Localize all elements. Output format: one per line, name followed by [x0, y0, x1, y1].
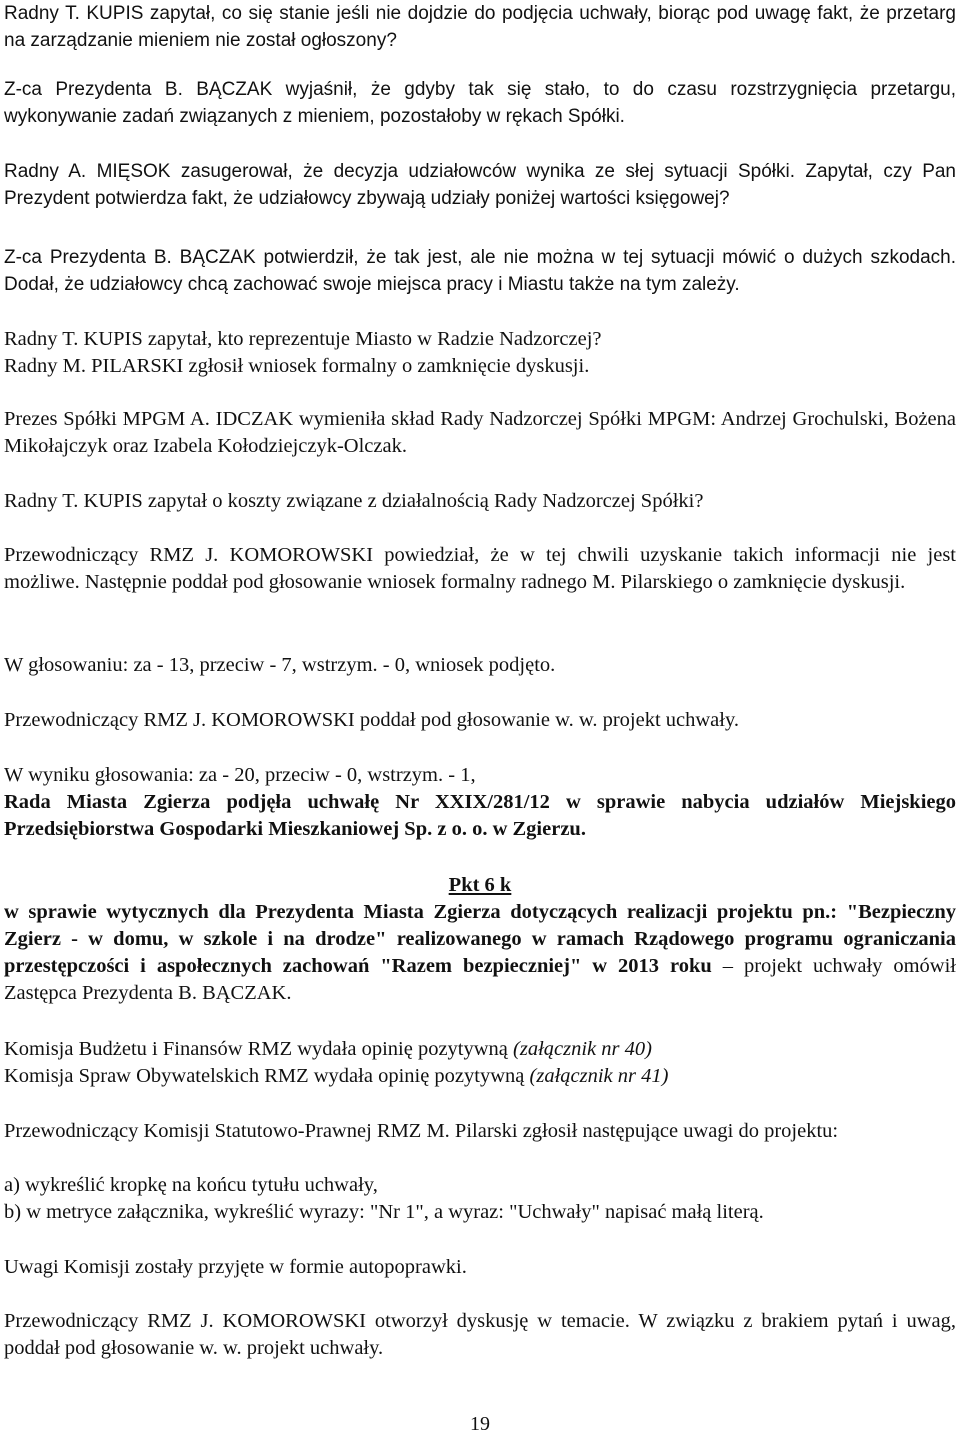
paragraph-miesok-question: Radny A. MIĘSOK zasugerował, że decyzja udziałowców wynika ze słej sytuacji Spółki. Zapytał, czy Pan Prezydent potwierdza fakt, że udziałowcy zbywają udziały poniżej wartości księgowej?	[4, 161, 956, 209]
budget-commission-attachment: (załącznik nr 40)	[513, 1038, 652, 1060]
paragraph-vote-result: W wyniku głosowania: za - 20, przeciw - 0, wstrzym. - 1,	[4, 764, 476, 786]
paragraph-vote-motion: W głosowaniu: za - 13, przeciw - 7, wstrzym. - 0, wniosek podjęto.	[4, 654, 556, 676]
list-item-remark-b: b) w metryce załącznika, wykreślić wyrazy: "Nr 1", a wyraz: "Uchwały" napisać małą literą.	[4, 1201, 764, 1223]
budget-commission-text: Komisja Budżetu i Finansów RMZ wydała opinię pozytywną	[4, 1038, 514, 1060]
paragraph-pkt-description	[4, 899, 956, 1007]
civic-commission-text: Komisja Spraw Obywatelskich RMZ wydała opinię pozytywną	[4, 1065, 530, 1087]
paragraph-remarks-accepted: Uwagi Komisji zostały przyjęte w formie autopoprawki.	[4, 1256, 467, 1278]
paragraph-civic-commission	[4, 1063, 956, 1090]
paragraph-idczak-board: Prezes Spółki MPGM A. IDCZAK wymieniła skład Rady Nadzorczej Spółki MPGM: Andrzej Grochulski, Bożena Mikołajczyk oraz Izabela Kołodziejczyk-Olczak.	[4, 408, 956, 457]
section-heading-pkt-6k: Pkt 6 k	[448, 874, 512, 896]
page-number: 19	[470, 1413, 490, 1435]
paragraph-pilarski-motion: Radny M. PILARSKI zgłosił wniosek formalny o zamknięcie dyskusji.	[4, 355, 590, 377]
paragraph-baczak-explanation: Z-ca Prezydenta B. BĄCZAK wyjaśnił, że gdyby tak się stało, to do czasu rozstrzygnięcia przetargu, wykonywanie zadań związanych z mieniem, pozostałoby w rękach Spółki.	[4, 79, 956, 127]
paragraph-kupis-costs: Radny T. KUPIS zapytał o koszty związane z działalnością Rady Nadzorczej Spółki?	[4, 490, 704, 512]
paragraph-komorowski-reply: Przewodniczący RMZ J. KOMOROWSKI powiedział, że w tej chwili uzyskanie takich informacji nie jest możliwe. Następnie poddał pod głosowanie wniosek formalny radnego M. Pilarskiego o zamknięcie dyskusji.	[4, 544, 956, 593]
paragraph-baczak-confirmation: Z-ca Prezydenta B. BĄCZAK potwierdził, że tak jest, ale nie można w tej sytuacji mówić o dużych szkodach. Dodał, że udziałowcy chcą zachować swoje miejsca pracy i Miastu także na tym zależy.	[4, 247, 956, 295]
paragraph-statute-commission: Przewodniczący Komisji Statutowo-Prawnej RMZ M. Pilarski zgłosił następujące uwagi do projektu:	[4, 1120, 839, 1142]
civic-commission-attachment: (załącznik nr 41)	[529, 1065, 669, 1087]
paragraph-vote-call: Przewodniczący RMZ J. KOMOROWSKI poddał pod głosowanie w. w. projekt uchwały.	[4, 709, 740, 731]
paragraph-discussion-opened: Przewodniczący RMZ J. KOMOROWSKI otworzył dyskusję w temacie. W związku z brakiem pytań i uwag, poddał pod głosowanie w. w. projekt uchwały.	[4, 1310, 956, 1359]
paragraph-kupis-question: Radny T. KUPIS zapytał, co się stanie jeśli nie dojdzie do podjęcia uchwały, biorąc pod uwagę fakt, że przetarg na zarządzanie mieniem nie został ogłoszony?	[4, 3, 956, 51]
paragraph-budget-commission	[4, 1036, 956, 1063]
paragraph-kupis-representation: Radny T. KUPIS zapytał, kto reprezentuje Miasto w Radzie Nadzorczej?	[4, 328, 602, 350]
pkt-description-normal: – projekt uchwały omówił Zastępca Prezydenta B. BĄCZAK.	[4, 955, 957, 1004]
paragraph-resolution-adopted: Rada Miasta Zgierza podjęła uchwałę Nr XXIX/281/12 w sprawie nabycia udziałów Miejskiego Przedsiębiorstwa Gospodarki Mieszkaniowej Sp. z o. o. w Zgierzu.	[4, 791, 956, 840]
list-item-remark-a: a) wykreślić kropkę na końcu tytułu uchwały,	[4, 1174, 378, 1196]
pkt-description-bold: w sprawie wytycznych dla Prezydenta Miasta Zgierza dotyczących realizacji projektu pn.: "Bezpieczny Zgierz - w domu, w szkole i na drodze" realizowanego w ramach Rządowego programu ograniczania przestępczości i aspołecznych zachowań "Razem bezpieczniej" w 2013 roku	[4, 901, 956, 977]
